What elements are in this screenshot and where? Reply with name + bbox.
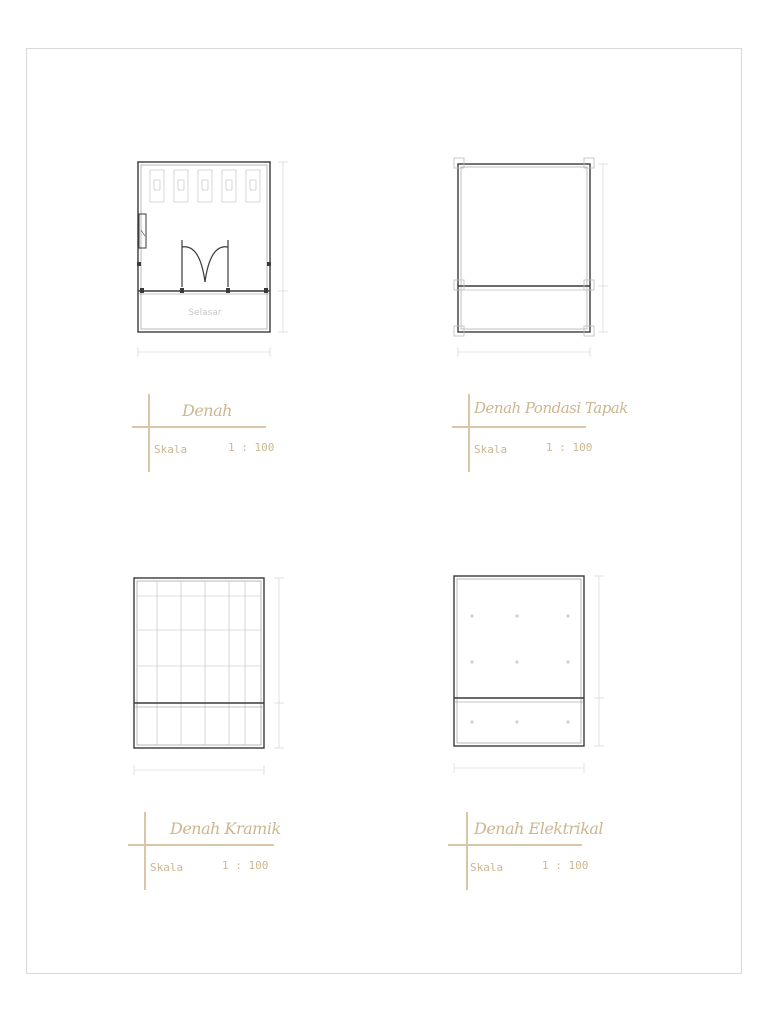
scale-value: 1 : 100 xyxy=(542,859,589,872)
title-divider-vertical xyxy=(148,394,150,472)
floor-plan-kramik xyxy=(124,568,294,783)
drawing-title: Denah Kramik xyxy=(170,819,281,838)
scale-label: Skala xyxy=(150,861,184,874)
title-block-pondasi xyxy=(452,392,628,482)
scale-value: 1 : 100 xyxy=(546,441,593,454)
room-label-selasar: Selasar xyxy=(188,308,222,318)
floor-plan-pondasi xyxy=(446,150,616,365)
scale-label: Skala xyxy=(470,861,504,874)
scale-label: Skala xyxy=(474,443,508,456)
title-divider-horizontal xyxy=(448,844,582,846)
title-divider-horizontal xyxy=(452,426,586,428)
drawing-title: Denah xyxy=(182,401,232,420)
title-divider-horizontal xyxy=(132,426,266,428)
title-block-kramik xyxy=(128,810,288,900)
title-block-elektrikal xyxy=(448,810,608,900)
drawing-title: Denah Pondasi Tapak xyxy=(474,399,628,417)
title-block-denah xyxy=(132,392,292,482)
scale-value: 1 : 100 xyxy=(222,859,269,872)
scale-value: 1 : 100 xyxy=(228,441,275,454)
title-divider-vertical xyxy=(144,812,146,890)
title-divider-vertical xyxy=(468,394,470,472)
scale-label: Skala xyxy=(154,443,188,456)
title-divider-vertical xyxy=(466,812,468,890)
floor-plan-elektrikal xyxy=(444,566,614,781)
title-divider-horizontal xyxy=(128,844,274,846)
drawing-title: Denah Elektrikal xyxy=(474,819,604,838)
floor-plan-denah xyxy=(128,152,298,367)
